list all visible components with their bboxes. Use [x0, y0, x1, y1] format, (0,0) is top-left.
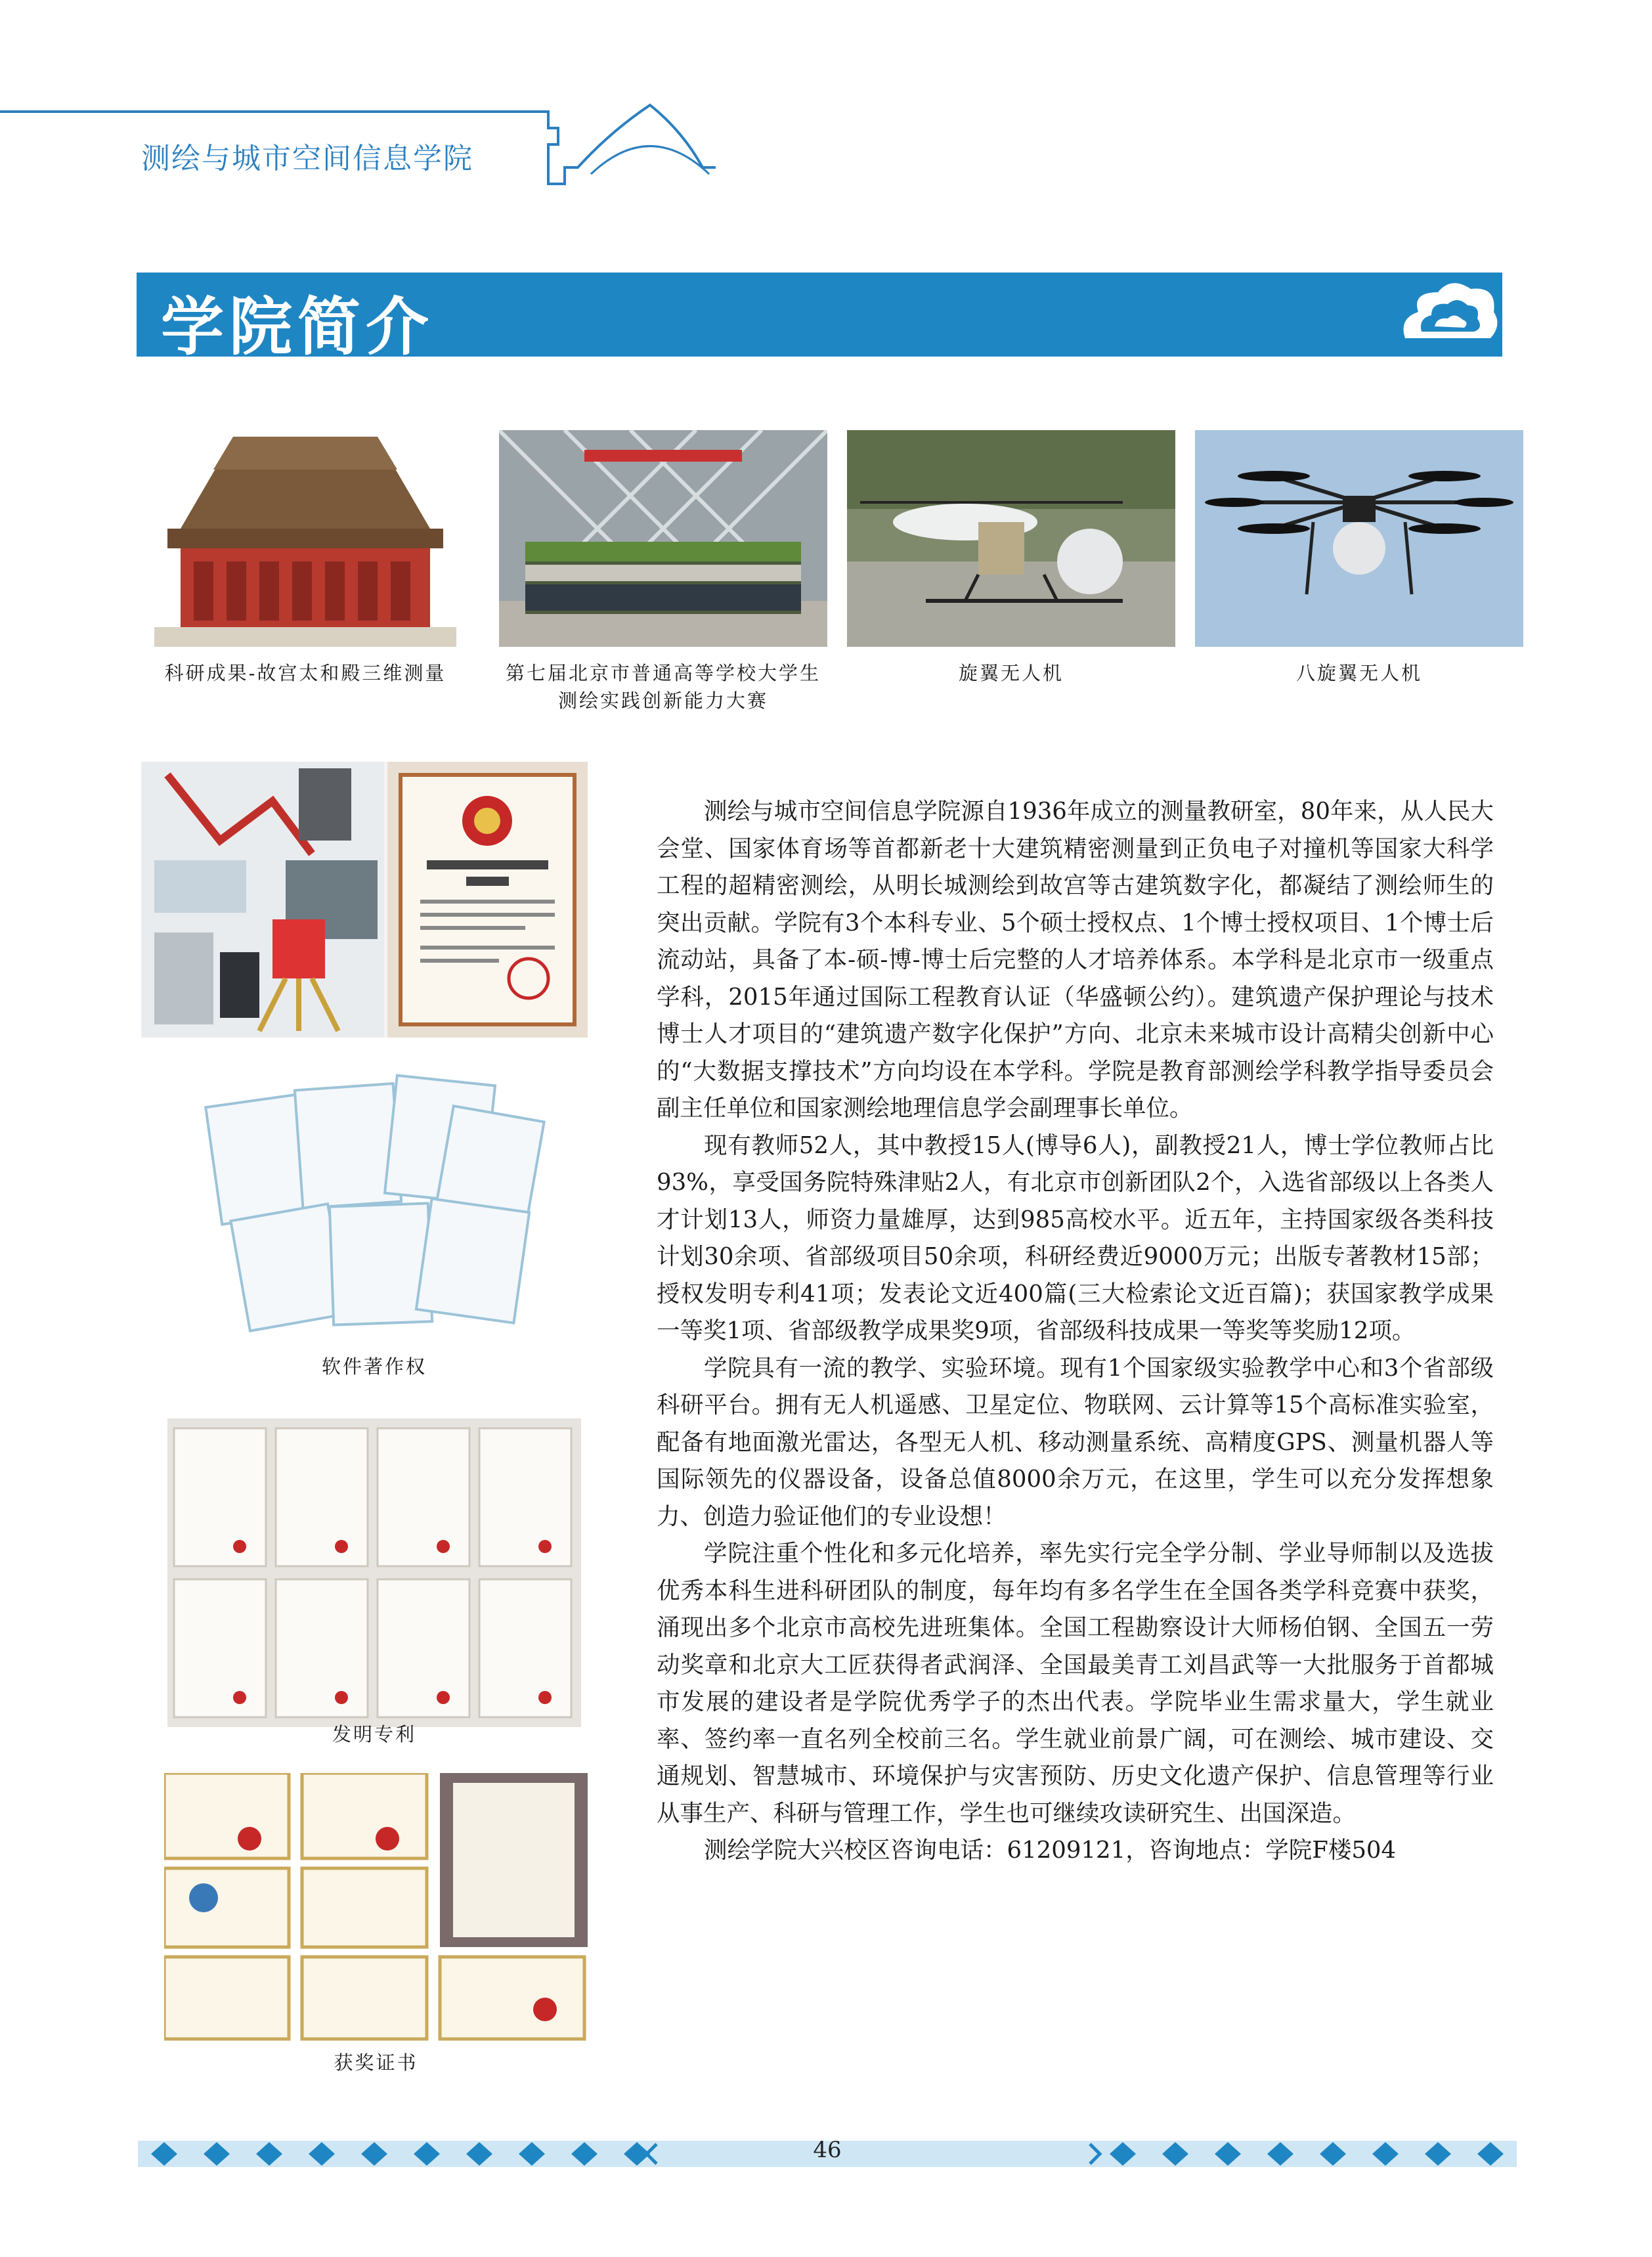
palace-photo: [141, 430, 469, 647]
software-copyright-certificates: [200, 1074, 548, 1336]
caption-octocopter: [1195, 659, 1523, 687]
patent-certificates: [167, 1418, 581, 1727]
caption-software-copyright: 软件著作权: [321, 1355, 427, 1378]
caption-awards: 获奖证书: [334, 2051, 418, 2074]
group-photo: [499, 430, 827, 647]
caption-line: 测绘实践创新能力大赛: [557, 690, 768, 712]
header-title: 测绘与城市空间信息学院: [141, 142, 473, 175]
caption-competition: [486, 659, 840, 714]
cloud-pattern-icon: [1392, 273, 1502, 357]
page-number: 46: [813, 2137, 842, 2163]
caption-palace: [128, 659, 483, 687]
caption-line: 八旋翼无人机: [1295, 662, 1422, 684]
caption-patents: 发明专利: [332, 1723, 416, 1745]
caption-line: 第七届北京市普通高等学校大学生: [505, 662, 821, 684]
caption-line: 旋翼无人机: [958, 662, 1064, 684]
paragraph-facilities: 学院具有一流的教学、实验环境。现有1个国家级实验教学中心和3个省部级科研平台。拥有无人机遥感、卫星定位、物联网、云计算等15个高标准实验室，配备有地面激光雷达，各型无人机、移动测量系统、高精度GPS、测量机器人等国际领先的仪器设备，设备总值8000余万元，在这里，学生可以充分发挥想象力、创造力验证他们的专业设想！: [657, 1354, 1494, 1530]
octocopter-photo: [1195, 430, 1523, 647]
paragraph-contact: 测绘学院大兴校区咨询电话：61209121，咨询地点：学院F楼504: [704, 1837, 1397, 1864]
body-text: [657, 793, 1494, 1870]
paragraph-students: 学院注重个性化和多元化培养，率先实行完全学分制、学业导师制以及选拔优秀本科生进科研团队的制度，每年均有多名学生在全国各类学科竞赛中获奖，涌现出多个北京市高校先进班集体。全国工程勘察设计大师杨伯钢、全国五一劳动奖章和北京大工匠获得者武润泽、全国最美青工刘昌武等一大批服务于首都城市发展的建设者是学院优秀学子的杰出代表。学院毕业生需求量大，学生就业率、签约率一直名列全校前三名。学生就业前景广阔，可在测绘、城市建设、交通规划、智慧城市、环境保护与灾害预防、历史文化遗产保护、信息管理等行业从事生产、科研与管理工作，学生也可继续攻读研究生、出国深造。: [657, 1540, 1494, 1827]
helicopter-drone-photo: [847, 430, 1175, 647]
paragraph-faculty: 现有教师52人，其中教授15人(博导6人)，副教授21人，博士学位教师占比93%，享受国务院特殊津贴2人，有北京市创新团队2个，入选省部级以上各类人才计划13人，师资力量雄厚，达到985高校水平。近五年，主持国家级各类科技计划30余项、省部级项目50余项，科研经费近9000万元；出版专著教材15部；授权发明专利41项；发表论文近400篇(三大检索论文近百篇)；获国家教学成果一等奖1项、省部级教学成果奖9项，省部级科技成果一等奖等奖励12项。: [657, 1131, 1494, 1344]
caption-line: 科研成果-故宫太和殿三维测量: [164, 662, 446, 684]
caption-helicopter-drone: [847, 659, 1175, 687]
paragraph-history: 测绘与城市空间信息学院源自1936年成立的测量教研室，80年来，从人民大会堂、国家体育场等首都新老十大建筑精密测量到正负电子对撞机等国家大科学工程的超精密测绘，从明长城测绘到故宫等古建筑数字化，都凝结了测绘师生的突出贡献。学院有3个本科专业、5个硕士授权点、1个博士授权项目、1个博士后流动站，具备了本-硕-博-博士后完整的人才培养体系。本学科是北京市一级重点学科，2015年通过国际工程教育认证（华盛顿公约）。建筑遗产保护理论与技术博士人才项目的“建筑遗产数字化保护”方向、北京未来城市设计高精尖创新中心的“大数据支撑技术”方向均设在本学科。学院是教育部测绘学科教学指导委员会副主任单位和国家测绘地理信息学会副理事长单位。: [657, 798, 1494, 1122]
award-certificates: [164, 1773, 588, 2042]
section-title: 学院简介: [161, 290, 434, 364]
instruments-and-certificate-photo: [141, 762, 588, 1038]
